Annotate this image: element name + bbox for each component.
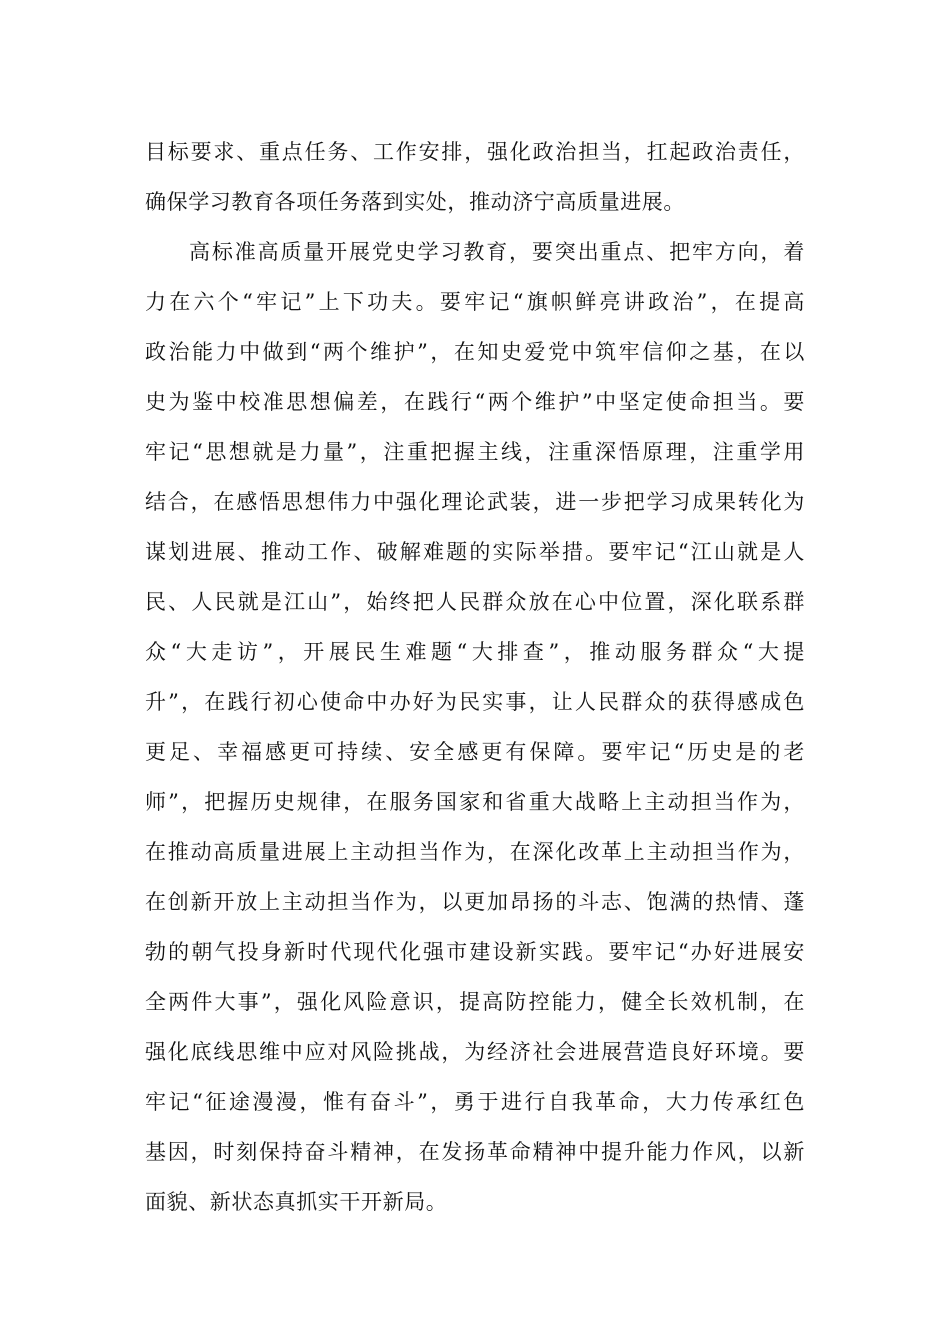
text-line: 高标准高质量开展党史学习教育，要突出重点、把牢方向，着	[189, 240, 805, 264]
text-line: 目标要求、重点任务、工作安排，强化政治担当，扛起政治责任，	[145, 140, 805, 164]
text-line: 力在六个“牢记”上下功夫。要牢记“旗帜鲜亮讲政治”，在提高	[145, 290, 805, 314]
text-line: 民、人民就是江山”，始终把人民群众放在心中位置，深化联系群	[145, 590, 805, 614]
text-line: 强化底线思维中应对风险挑战，为经济社会进展营造良好环境。要	[145, 1040, 805, 1064]
text-line: 勃的朝气投身新时代现代化强市建设新实践。要牢记“办好进展安	[145, 940, 805, 964]
text-line: 谋划进展、推动工作、破解难题的实际举措。要牢记“江山就是人	[145, 540, 805, 564]
text-line: 在创新开放上主动担当作为，以更加昂扬的斗志、饱满的热情、蓬	[145, 890, 805, 914]
text-line: 牢记“思想就是力量”，注重把握主线，注重深悟原理，注重学用	[145, 440, 805, 464]
text-line: 众“大走访”，开展民生难题“大排查”，推动服务群众“大提	[145, 640, 805, 664]
body-text	[145, 127, 805, 1227]
text-line: 牢记“征途漫漫，惟有奋斗”，勇于进行自我革命，大力传承红色	[145, 1090, 805, 1114]
text-line: 全两件大事”，强化风险意识，提高防控能力，健全长效机制，在	[145, 990, 805, 1014]
text-line: 在推动高质量进展上主动担当作为，在深化改革上主动担当作为，	[145, 840, 805, 864]
text-line: 结合，在感悟思想伟力中强化理论武装，进一步把学习成果转化为	[145, 490, 805, 514]
text-line: 更足、幸福感更可持续、安全感更有保障。要牢记“历史是的老	[145, 740, 805, 764]
text-line: 面貌、新状态真抓实干开新局。	[145, 1190, 448, 1214]
text-line: 基因，时刻保持奋斗精神，在发扬革命精神中提升能力作风，以新	[145, 1140, 805, 1164]
paragraph-1	[145, 127, 805, 227]
paragraph-2	[145, 227, 805, 1227]
text-line: 师”，把握历史规律，在服务国家和省重大战略上主动担当作为，	[145, 790, 805, 814]
text-line: 史为鉴中校准思想偏差，在践行“两个维护”中坚定使命担当。要	[145, 390, 805, 414]
text-line: 升”，在践行初心使命中办好为民实事，让人民群众的获得感成色	[145, 690, 805, 714]
text-line: 政治能力中做到“两个维护”，在知史爱党中筑牢信仰之基，在以	[145, 340, 805, 364]
text-line: 确保学习教育各项任务落到实处，推动济宁高质量进展。	[145, 190, 685, 214]
